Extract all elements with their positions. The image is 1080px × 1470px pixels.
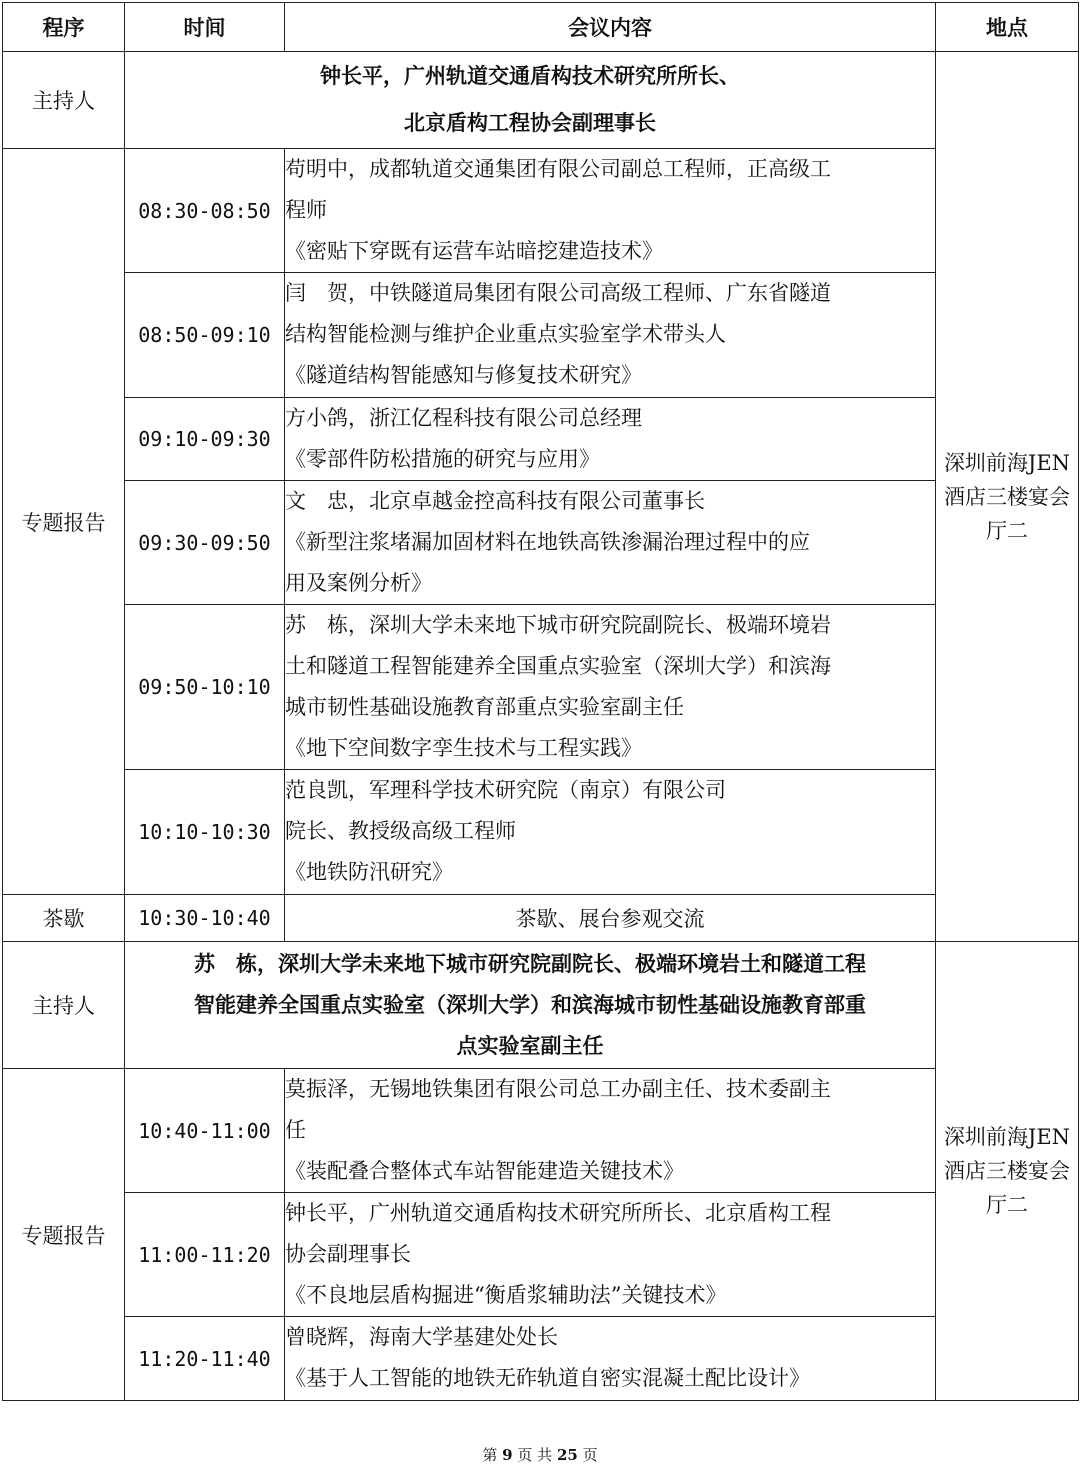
talk-line: 《密贴下穿既有运营车站暗挖建造技术》	[285, 239, 663, 263]
talk-row	[3, 481, 1079, 605]
talk-time: 11:20-11:40	[125, 1317, 285, 1401]
header-program: 程序	[3, 3, 125, 52]
talk-time: 09:10-09:30	[125, 398, 285, 481]
break-label: 茶歇	[3, 895, 125, 942]
break-row	[3, 895, 1079, 942]
host-line: 北京盾构工程协会副理事长	[404, 111, 656, 135]
talk-line: 闫 贺，中铁隧道局集团有限公司高级工程师、广东省隧道	[285, 281, 831, 305]
session1-host-content	[125, 52, 936, 149]
talk-line: 《不良地层盾构掘进“衡盾浆辅助法”关键技术》	[285, 1283, 727, 1307]
session1-host-row	[3, 52, 1079, 149]
agenda-table	[2, 2, 1079, 1401]
talk-line: 《装配叠合整体式车站智能建造关键技术》	[285, 1159, 684, 1183]
talk-time: 11:00-11:20	[125, 1193, 285, 1317]
talk-row	[3, 398, 1079, 481]
talk-line: 《隧道结构智能感知与修复技术研究》	[285, 363, 642, 387]
talk-line: 苟明中，成都轨道交通集团有限公司副总工程师，正高级工	[285, 157, 831, 181]
talk-row	[3, 1317, 1079, 1401]
talk-line: 方小鸽，浙江亿程科技有限公司总经理	[285, 406, 642, 430]
talk-line: 苏 栋，深圳大学未来地下城市研究院副院长、极端环境岩	[285, 613, 831, 637]
host-line: 智能建养全国重点实验室（深圳大学）和滨海城市韧性基础设施教育部重	[194, 992, 866, 1017]
talk-line: 程师	[285, 198, 327, 222]
header-row	[3, 3, 1079, 52]
footer-middle: 页 共	[517, 1446, 553, 1464]
talk-row	[3, 149, 1079, 273]
talk-line: 范良凯，军理科学技术研究院（南京）有限公司	[285, 778, 726, 802]
talk-line: 莫振泽，无锡地铁集团有限公司总工办副主任、技术委副主	[285, 1077, 831, 1101]
footer-page-total: 25	[556, 1446, 578, 1464]
session2-location: 深圳前海JEN酒店三楼宴会厅二	[936, 942, 1079, 1401]
talk-time: 09:50-10:10	[125, 605, 285, 770]
talk-time: 08:30-08:50	[125, 149, 285, 273]
header-content: 会议内容	[285, 3, 936, 52]
footer-prefix: 第	[482, 1446, 498, 1464]
talk-line: 文 忠，北京卓越金控高科技有限公司董事长	[285, 489, 705, 513]
talk-line: 钟长平，广州轨道交通盾构技术研究所所长、北京盾构工程	[285, 1201, 831, 1225]
session2-report-label: 专题报告	[3, 1069, 125, 1401]
talk-content	[285, 605, 936, 770]
talk-content	[285, 770, 936, 895]
talk-content	[285, 398, 936, 481]
host-line: 点实验室副主任	[456, 1033, 604, 1058]
talk-line: 协会副理事长	[285, 1242, 411, 1266]
talk-time: 09:30-09:50	[125, 481, 285, 605]
talk-line: 任	[285, 1118, 306, 1142]
session2-host-row	[3, 942, 1079, 1069]
talk-line: 曾晓辉，海南大学基建处处长	[285, 1325, 558, 1349]
talk-row	[3, 1069, 1079, 1193]
session1-location: 深圳前海JEN酒店三楼宴会厅二	[936, 52, 1079, 942]
talk-row	[3, 273, 1079, 398]
header-time: 时间	[125, 3, 285, 52]
talk-content	[285, 481, 936, 605]
talk-line: 《零部件防松措施的研究与应用》	[285, 447, 600, 471]
talk-line: 院长、教授级高级工程师	[285, 819, 516, 843]
talk-line: 《新型注浆堵漏加固材料在地铁高铁渗漏治理过程中的应	[285, 530, 810, 554]
header-location: 地点	[936, 3, 1079, 52]
session2-host-label: 主持人	[3, 942, 125, 1069]
talk-content	[285, 1193, 936, 1317]
talk-line: 用及案例分析》	[285, 571, 432, 595]
host-line: 苏 栋，深圳大学未来地下城市研究院副院长、极端环境岩土和隧道工程	[194, 951, 866, 976]
page-footer	[0, 1444, 1080, 1465]
talk-content	[285, 1317, 936, 1401]
talk-content	[285, 149, 936, 273]
talk-line: 《地铁防汛研究》	[285, 860, 453, 884]
break-time: 10:30-10:40	[125, 895, 285, 942]
host-line: 钟长平，广州轨道交通盾构技术研究所所长、	[320, 64, 740, 88]
talk-row	[3, 1193, 1079, 1317]
talk-time: 08:50-09:10	[125, 273, 285, 398]
talk-line: 结构智能检测与维护企业重点实验室学术带头人	[285, 322, 726, 346]
talk-content	[285, 1069, 936, 1193]
talk-row	[3, 770, 1079, 895]
talk-time: 10:10-10:30	[125, 770, 285, 895]
break-content: 茶歇、展台参观交流	[285, 895, 936, 942]
talk-line: 土和隧道工程智能建养全国重点实验室（深圳大学）和滨海	[285, 654, 831, 678]
talk-line: 《基于人工智能的地铁无砟轨道自密实混凝土配比设计》	[285, 1366, 810, 1390]
talk-row	[3, 605, 1079, 770]
talk-line: 城市韧性基础设施教育部重点实验室副主任	[285, 695, 684, 719]
talk-time: 10:40-11:00	[125, 1069, 285, 1193]
footer-page-number: 9	[502, 1446, 513, 1464]
session2-host-content	[125, 942, 936, 1069]
session1-report-label: 专题报告	[3, 149, 125, 895]
talk-line: 《地下空间数字孪生技术与工程实践》	[285, 736, 642, 760]
talk-content	[285, 273, 936, 398]
session1-host-label: 主持人	[3, 52, 125, 149]
footer-suffix: 页	[582, 1446, 598, 1464]
